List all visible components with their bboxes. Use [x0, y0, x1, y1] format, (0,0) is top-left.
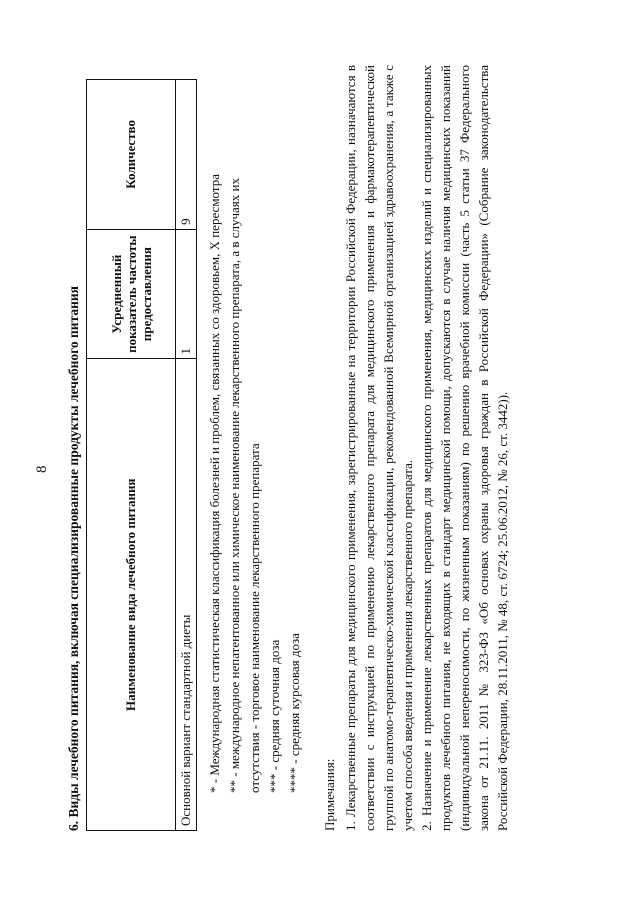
footnote-icd: * - Международная статистическая классификация болезней и проблем, связанных со здоровьем, X пересмотра — [207, 174, 222, 793]
footnote-inn-continued: отсутствия - торговое наименование лекарственного препарата — [247, 443, 262, 793]
section-title: 6. Виды лечебного питания, включая специализированные продукты лечебного питания — [66, 286, 81, 831]
page-number: 8 — [34, 465, 50, 473]
note-item-1: 1. Лекарственные препараты для медицинского применения, зарегистрированные на территории Российской Федерации, назначаются в соответствии с инструкцией по применению лекарственного препарата для медицинского применения и фармакотерапевтической группой по анатомо-терапевтическо-химической классификации, рекомендованной Всемирной организацией здравоохранения, а также с учетом способа введения и применения лекарственного препарата. — [343, 65, 415, 831]
header-quantity: Количество — [87, 80, 176, 230]
cell-diet-name: Основной вариант стандартной диеты — [176, 359, 197, 831]
header-frequency: Усредненный показатель частоты предоставления — [87, 229, 176, 359]
footnote-daily-dose: *** - средняя суточная доза — [267, 639, 282, 793]
header-diet-name: Наименование вида лечебного питания — [87, 359, 176, 831]
footnotes — [205, 174, 305, 793]
cell-frequency: 1 — [176, 229, 197, 359]
table-header-row — [87, 80, 176, 831]
table-row — [176, 80, 197, 831]
footnote-course-dose: **** - средняя курсовая доза — [287, 633, 302, 793]
notes — [320, 65, 512, 831]
note-item-2: 2. Назначение и применение лекарственных препаратов для медицинского применения, медицинских изделий и специализированных продуктов лечебного питания, не входящих в стандарт медицинской помощи, допускаются в случае наличия медицинских показаний (индивидуальной непереносимости, по жизненным показаниям) по решению врачебной комиссии (часть 5 статьи 37 Федерального закона от 21.11. 2011 № 323-ФЗ «Об основах охраны здоровья граждан в Российской Федерации» (Собрание законодательства Российской Федерации, 28.11.2011, № 48, ст. 6724; 25.06.2012, № 26, ст. 3442)). — [419, 65, 510, 831]
diet-table — [86, 79, 197, 831]
notes-title: Примечания: — [322, 758, 337, 831]
footnote-inn: ** - международное непатентованное или химическое наименование лекарственного препарата, а в случаях их — [227, 178, 242, 793]
cell-quantity: 9 — [176, 80, 197, 230]
